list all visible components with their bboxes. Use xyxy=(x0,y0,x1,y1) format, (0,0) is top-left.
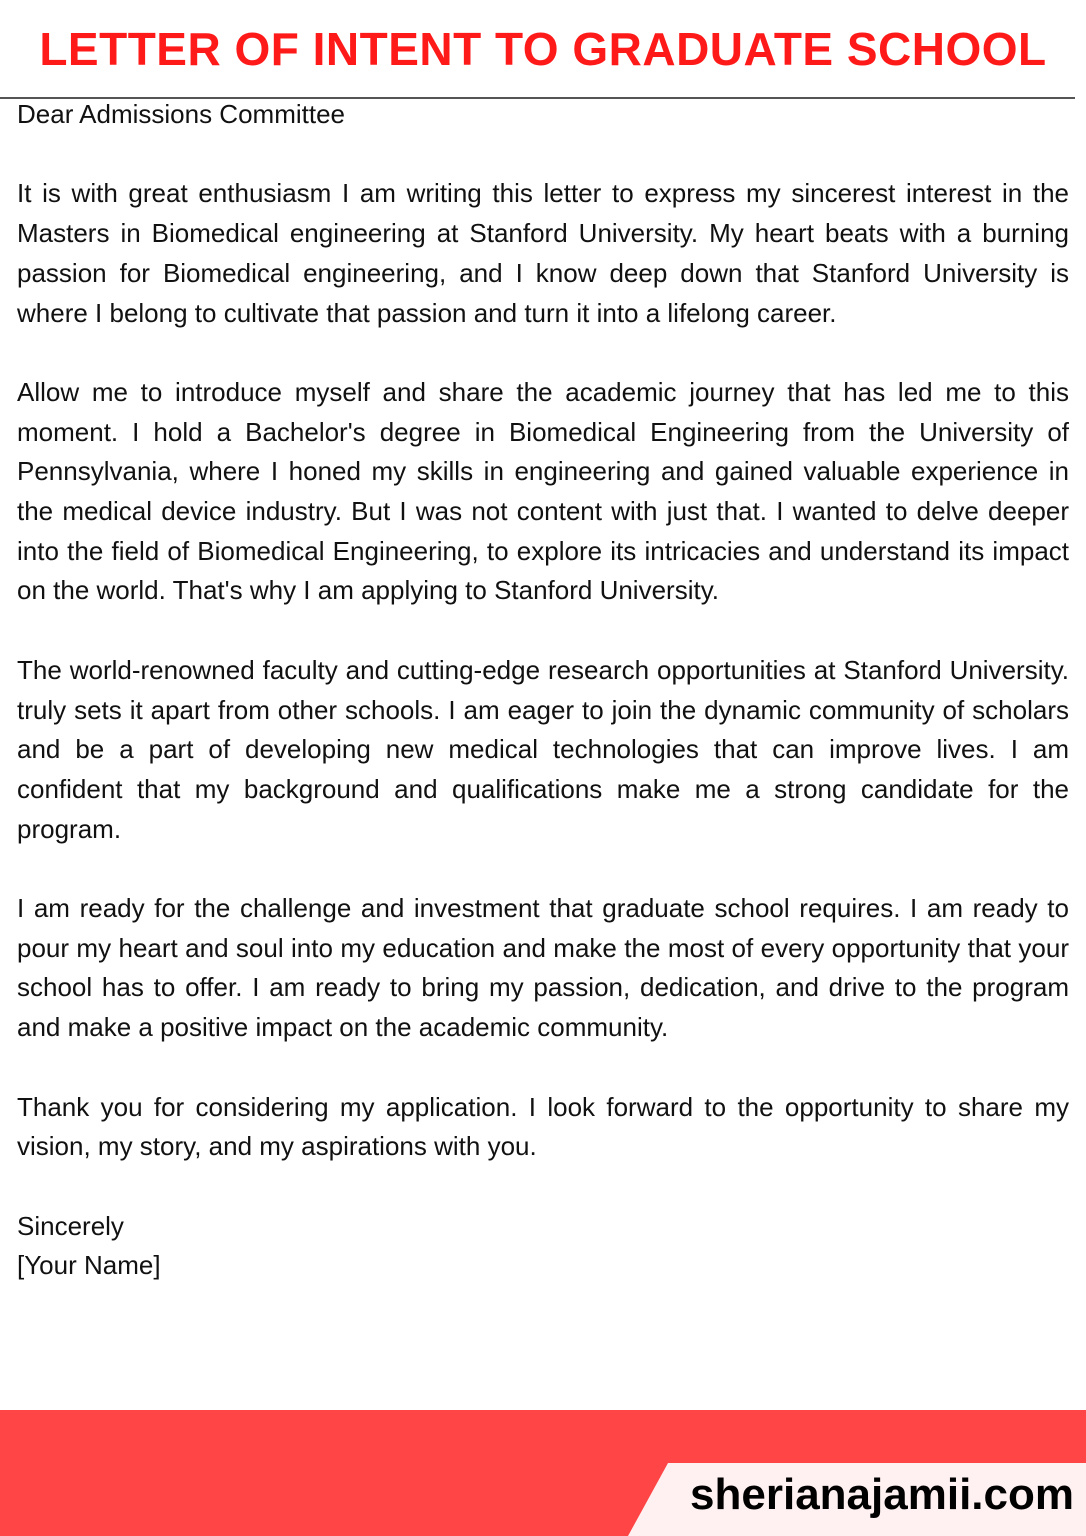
letter-body xyxy=(17,95,1069,1286)
paragraph-4: I am ready for the challenge and investment that graduate school requires. I am ready to pour my heart and soul into my education and make the most of every opportunity that your school has to offer. I am ready to bring my passion, dedication, and drive to the program and make a positive impact on the academic community. xyxy=(17,893,1069,1043)
greeting: Dear Admissions Committee xyxy=(17,99,345,129)
signature: [Your Name] xyxy=(17,1250,161,1281)
paragraph-3: The world-renowned faculty and cutting-edge research opportunities at Stanford University. truly sets it apart from other schools. I am eager to join the dynamic community of scholars and be a part of developing new medical technologies that can improve lives. I am confident that my background and qualifications make me a strong candidate for the program. xyxy=(17,654,1069,844)
closing: Sincerely xyxy=(17,1210,124,1241)
paragraph-5: Thank you for considering my application. I look forward to the opportunity to share my vision, my story, and my aspirations with you. xyxy=(17,1091,1069,1162)
paragraph-1: It is with great enthusiasm I am writing this letter to express my sincerest interest in the Masters in Biomedical engineering at Stanford University. My heart beats with a burning passion for Biomedical engineering, and I know deep down that Stanford University is where I belong to cultivate that passion and turn it into a lifelong career. xyxy=(17,178,1069,328)
page-title: LETTER OF INTENT TO GRADUATE SCHOOL xyxy=(39,23,1047,75)
website-link[interactable]: sherianajamii.com xyxy=(690,1470,1074,1519)
paragraph-2: Allow me to introduce myself and share the academic journey that has led me to this moment. I hold a Bachelor's degree in Biomedical Engineering from the University of Pennsylvania, where I honed my skills in engineering and gained valuable experience in the medical device industry. But I was not content with just that. I wanted to delve deeper into the field of Biomedical Engineering, to explore its intricacies and understand its impact on the world. That's why I am applying to Stanford University. xyxy=(17,376,1069,606)
